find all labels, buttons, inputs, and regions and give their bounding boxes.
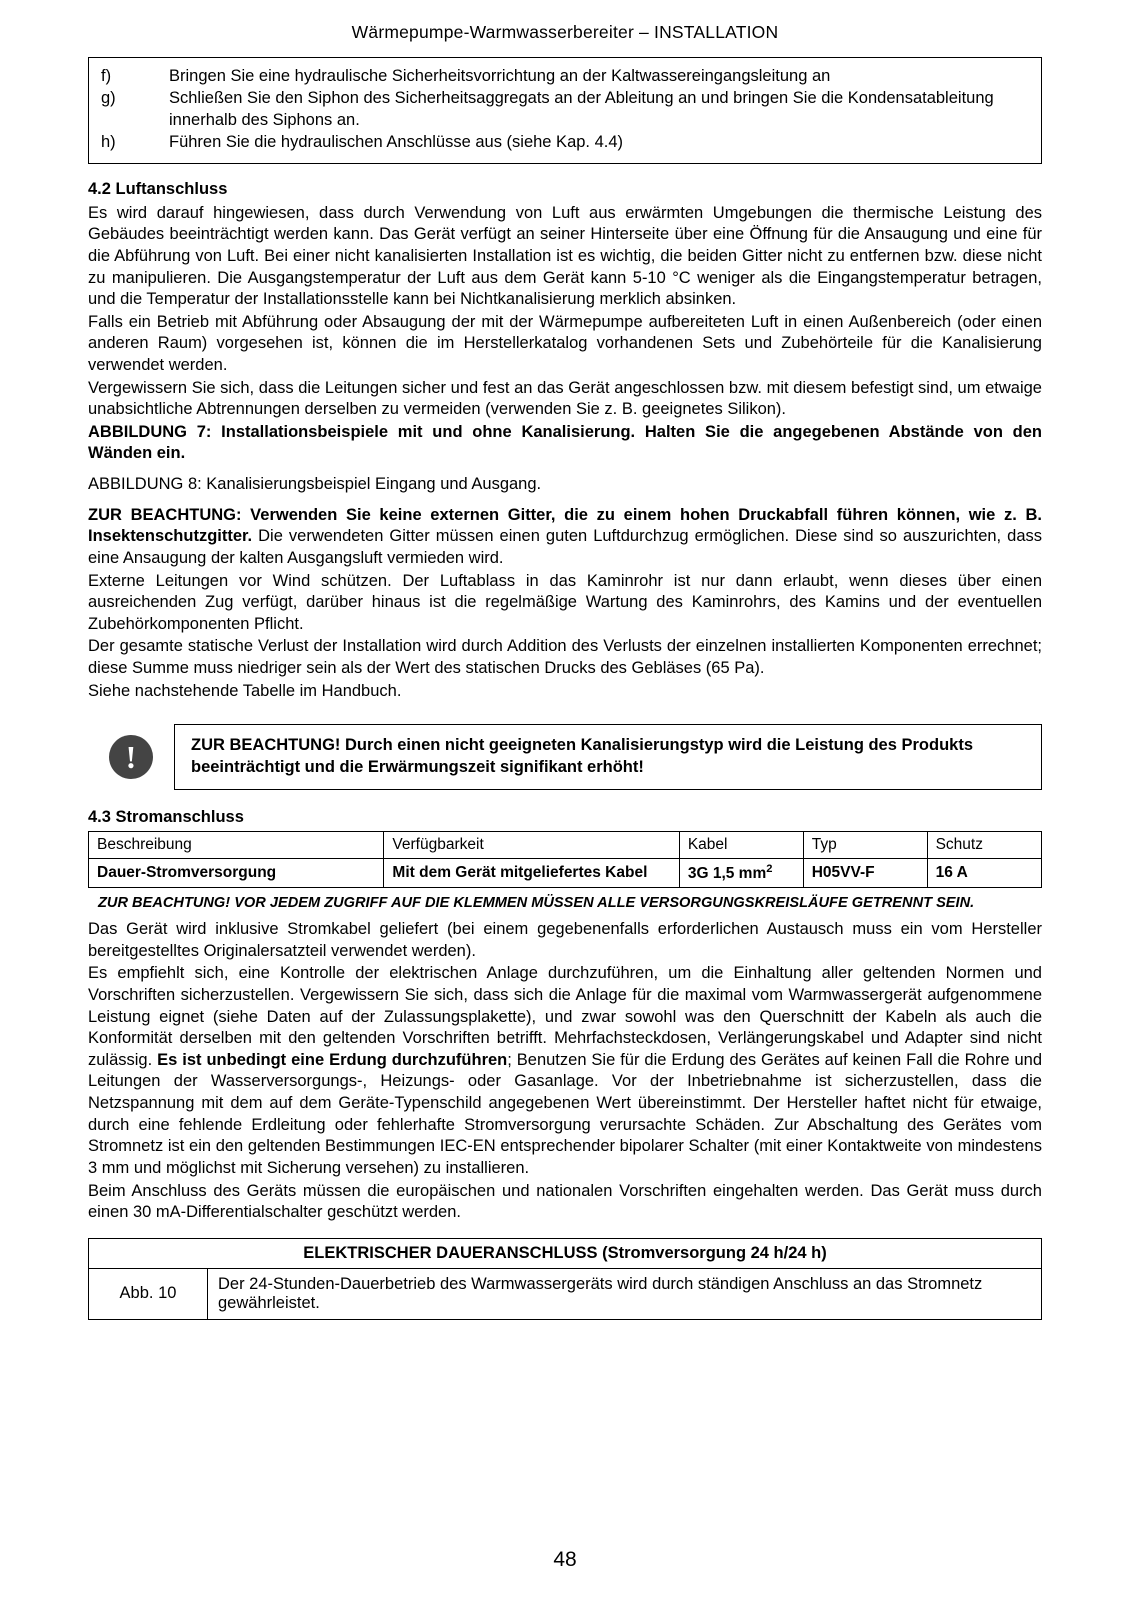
table-cell-availability: Mit dem Gerät mitgeliefertes Kabel	[384, 859, 679, 888]
air-paragraph-3: Vergewissern Sie sich, dass die Leitungen sicher und fest an das Gerät angeschlossen bzw. mit diesem befestigt sind, um etwaige unabsichtliche Abtrennungen derselben zu vermeiden (verwenden Sie z. B. geeignetes Silikon).	[88, 378, 1042, 419]
table-cell-description: Dauer-Stromversorgung	[89, 859, 384, 888]
list-text: Bringen Sie eine hydraulische Sicherheitsvorrichtung an der Kaltwassereingangsleitung an	[169, 67, 831, 85]
power-paragraph-2	[88, 963, 1042, 1179]
table-cell-protection: 16 A	[927, 859, 1041, 888]
list-item	[101, 88, 1031, 132]
lettered-list-box	[88, 57, 1042, 164]
air-paragraph-1: Es wird darauf hingewiesen, dass durch Verwendung von Luft aus erwärmten Umgebungen die thermische Leistung des Gebäudes beeinträchtigt werden kann. Das Gerät verfügt an seiner Hinterseite über eine Öffnung für die Ansaugung und eine für die Abführung von Luft. Bei einer nicht kanalisierten Installation ist es wichtig, die beiden Gitter nicht zu entfernen bzw. diese nicht zu manipulieren. Die Ausgangstemperatur der Luft aus dem Gerät kann 5-10 °C weniger als die Eingangstemperatur betragen, und die Temperatur der Installationsstelle kann bei Nichtkanalisierung merklich absinken.	[88, 203, 1042, 309]
table-cell-type: H05VV-F	[803, 859, 927, 888]
power-p2-part-a: Es empfiehlt sich, eine Kontrolle der elektrischen Anlage durchzuführen, um die Einhaltung aller geltenden Normen und Vorschriften sicherzustellen. Vergewissern Sie sich, dass sich die Anlage für die maximal vom Warmwassergerät aufgenommene Leistung eignet (siehe Daten auf der Zulassungsplakette), und zwar sowohl was den Querschnitt der Kabeln als auch die Konformität derselben mit den geltenden Vorschriften betrifft. Mehrfachsteckdosen, Verlängerungskabel und Adapter sind nicht zulässig.	[88, 964, 1042, 1069]
table-header-cell: Verfügbarkeit	[384, 832, 679, 859]
table-header-cell: Schutz	[927, 832, 1041, 859]
figure-description: Der 24-Stunden-Dauerbetrieb des Warmwassergeräts wird durch ständigen Anschluss an das Stromnetz gewährleistet.	[208, 1268, 1042, 1319]
table-cell-cable	[679, 859, 803, 888]
air-paragraph-5: Der gesamte statische Verlust der Installation wird durch Addition des Verlusts der einzelnen installierten Komponenten errechnet; diese Summe muss niedriger sein als der Wert des statischen Drucks des Gebläses (65 Pa).	[88, 637, 1042, 677]
list-item	[101, 132, 1031, 154]
power-paragraph-3: Beim Anschluss des Geräts müssen die europäischen und nationalen Vorschriften eingehalten werden. Das Gerät muss durch einen 30 mA-Differentialschalter geschützt werden.	[88, 1181, 1042, 1222]
cable-value: 3G 1,5 mm	[687, 865, 767, 883]
air-paragraph-4: Externe Leitungen vor Wind schützen. Der Luftablass in das Kaminrohr ist nur dann erlaubt, wenn dieses über einen ausreichenden Zug verfügt, darüber hinaus ist die regelmäßige Wartung des Kaminrohrs, des Kamins und der eventuellen Zubehörkomponenten Pflicht.	[88, 571, 1042, 633]
power-supply-table	[88, 831, 1042, 888]
bottom-table-title: ELEKTRISCHER DAUERANSCHLUSS (Stromversorgung 24 h/24 h)	[89, 1238, 1042, 1268]
table-header-cell: Beschreibung	[89, 832, 384, 859]
section-heading-power: 4.3 Stromanschluss	[88, 808, 244, 827]
exclamation-icon: !	[88, 735, 174, 779]
table-row	[89, 1238, 1042, 1268]
table-header-cell: Typ	[803, 832, 927, 859]
air-note-bold: ZUR BEACHTUNG: Verwenden Sie keine externen Gitter, die zu einem hohen Druckabfall führen können, wie z. B. Insektenschutzgitter.	[88, 505, 1042, 546]
table-row	[89, 1268, 1042, 1319]
list-marker: g)	[101, 88, 116, 107]
table-row	[89, 832, 1042, 859]
figure-7-caption: ABBILDUNG 7: Installationsbeispiele mit und ohne Kanalisierung. Halten Sie die angegebenen Abstände von den Wänden ein.	[88, 422, 1042, 463]
air-paragraph-6: Siehe nachstehende Tabelle im Handbuch.	[88, 681, 402, 700]
air-note-rest: Die verwendeten Gitter müssen einen guten Luftdurchzug ermöglichen. Diese sind so auszurichten, dass eine Ansaugung der kalten Ausgangsluft vermieden wird.	[88, 527, 1042, 567]
air-paragraph-2: Falls ein Betrieb mit Abführung oder Absaugung der mit der Wärmepumpe aufbereiteten Luft in einen Außenbereich (oder einen anderen Raum) vorgesehen ist, können die im Herstellerkatalog vorhandenen Sets und Zubehörteile für die Kanalisierung verwendet werden.	[88, 312, 1042, 375]
air-note	[88, 505, 1042, 570]
power-p2-part-c: ; Benutzen Sie für die Erdung des Gerätes auf keinen Fall die Rohre und Leitungen der Wasserversorgungs-, Heizungs- oder Gasanlage. Vor der Inbetriebnahme ist sicherzustellen, dass die Netzspannung mit dem auf dem Geräte-Typenschild angegebenen Wert übereinstimmt. Der Hersteller haftet nicht für etwaige, durch eine fehlende Erdleitung oder fehlerhafte Stromversorgung verursachte Schäden. Zur Abschaltung des Gerätes vom Stromnetz ist ein den geltenden Bestimmungen IEC-EN entsprechender bipolarer Schalter (mit einer Kontaktweite von mindestens 3 mm und möglichst mit Sicherung versehen) zu installieren.	[88, 1050, 1042, 1177]
cable-exponent: 2	[766, 863, 773, 876]
page-number: 48	[553, 1548, 577, 1571]
warning-block	[88, 724, 1042, 790]
section-heading-air: 4.2 Luftanschluss	[88, 179, 228, 198]
figure-8-caption: ABBILDUNG 8: Kanalisierungsbeispiel Eingang und Ausgang.	[88, 475, 542, 494]
list-text: Schließen Sie den Siphon des Sicherheitsaggregats an der Ableitung an und bringen Sie die Kondensatableitung innerhalb des Siphons an.	[169, 88, 994, 129]
page-header: Wärmepumpe-Warmwasserbereiter – INSTALLATION	[351, 22, 779, 42]
power-paragraph-1: Das Gerät wird inklusive Stromkabel geliefert (bei einem gegebenenfalls erforderlichen Austausch muss ein vom Hersteller bereitgestelltes Originalersatzteil verwendet werden).	[88, 920, 1042, 960]
list-marker: f)	[101, 67, 112, 85]
table-row	[89, 859, 1042, 888]
power-p2-bold: Es ist unbedingt eine Erdung durchzuführen	[157, 1050, 508, 1069]
list-text: Führen Sie die hydraulischen Anschlüsse aus (siehe Kap. 4.4)	[169, 132, 624, 151]
figure-label: Abb. 10	[89, 1268, 208, 1319]
power-caps-note: ZUR BEACHTUNG! VOR JEDEM ZUGRIFF AUF DIE KLEMMEN MÜSSEN ALLE VERSORGUNGSKREISLÄUFE GETRENNT SEIN.	[98, 895, 975, 912]
list-item	[101, 66, 1031, 88]
warning-text: ZUR BEACHTUNG! Durch einen nicht geeigneten Kanalisierungstyp wird die Leistung des Produkts beeinträchtigt und die Erwärmungszeit signifikant erhöht!	[174, 724, 1042, 790]
list-marker: h)	[101, 132, 116, 151]
table-header-cell: Kabel	[679, 832, 803, 859]
continuous-connection-table	[88, 1238, 1042, 1320]
